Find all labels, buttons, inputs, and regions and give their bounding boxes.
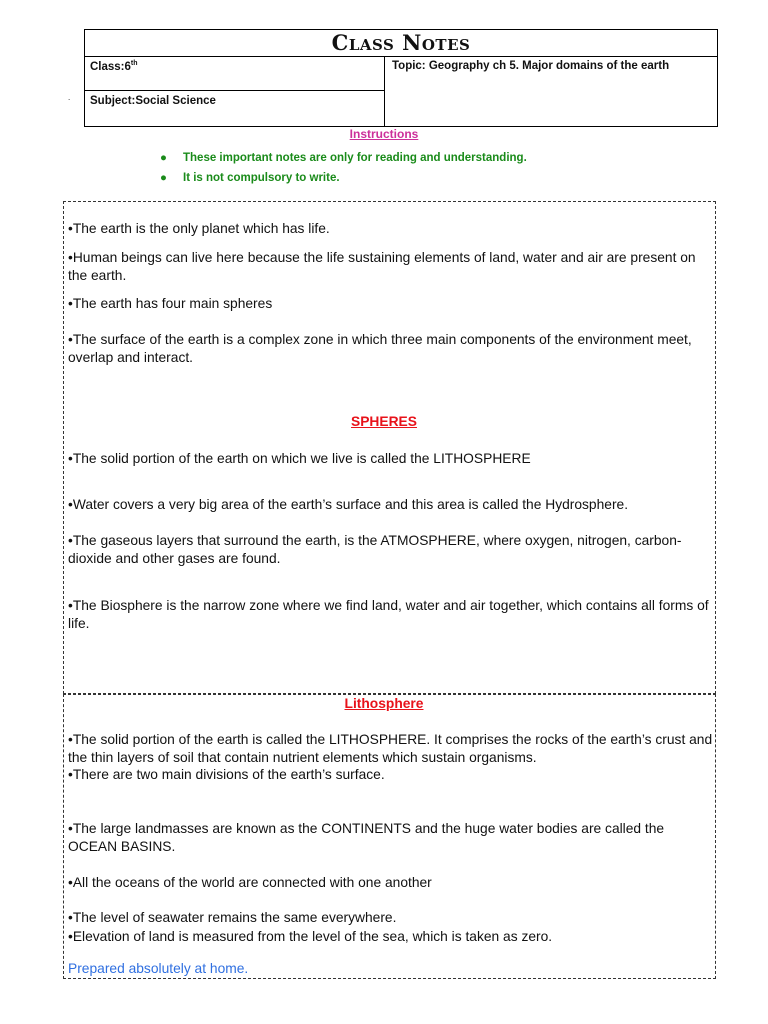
class-label: Class:6 [90,60,131,73]
header-left-cell [85,57,385,126]
instructions-title: Instructions [349,127,419,141]
instruction-text: These important notes are only for reading and understanding. [183,152,527,164]
note-paragraph: •The solid portion of the earth on which we live is called the LITHOSPHERE [68,451,531,466]
bullet-icon: ● [160,152,167,164]
instructions-list [160,148,527,188]
subject-cell: Subject:Social Science [90,95,216,107]
bullet-icon: ● [160,172,167,184]
note-paragraph: •The earth has four main spheres [68,296,273,311]
note-paragraph: •The earth is the only planet which has life. [68,221,330,236]
instruction-item [160,168,527,188]
page-title: Class Notes [85,30,717,57]
prepared-note: Prepared absolutely at home. [68,961,249,976]
header-table [84,29,718,127]
class-superscript: th [130,60,138,67]
note-paragraph: •The gaseous layers that surround the earth, is the ATMOSPHERE, where oxygen, nitrogen, carbon-dioxide and other gases are found. [68,533,682,566]
header-row [85,57,717,126]
spheres-heading: SPHERES [351,414,417,429]
instruction-item [160,148,527,168]
lithosphere-heading: Lithosphere [344,696,424,711]
note-paragraph: •There are two main divisions of the earth’s surface. [68,767,385,782]
stray-dot: . [68,93,71,102]
note-paragraph: •The solid portion of the earth is called the LITHOSPHERE. It comprises the rocks of the earth’s crust and the thin layers of soil that contain nutrient elements which sustain organisms. [68,732,713,765]
note-paragraph: •The level of seawater remains the same everywhere. [68,910,397,925]
class-cell [85,57,384,91]
note-paragraph: •Water covers a very big area of the earth’s surface and this area is called the Hydrosphere. [68,497,629,512]
note-paragraph: •Human beings can live here because the life sustaining elements of land, water and air are present on the earth. [68,250,696,283]
note-paragraph: •All the oceans of the world are connected with one another [68,875,432,890]
topic-cell: Topic: Geography ch 5. Major domains of the earth [392,60,670,72]
note-paragraph: •The surface of the earth is a complex zone in which three main components of the environment meet, overlap and interact. [68,332,692,365]
instruction-text: It is not compulsory to write. [183,172,340,184]
note-paragraph: •The Biosphere is the narrow zone where we find land, water and air together, which contains all forms of life. [68,598,709,631]
note-paragraph: •Elevation of land is measured from the level of the sea, which is taken as zero. [68,929,553,944]
note-paragraph: •The large landmasses are known as the CONTINENTS and the huge water bodies are called the OCEAN BASINS. [68,821,665,854]
